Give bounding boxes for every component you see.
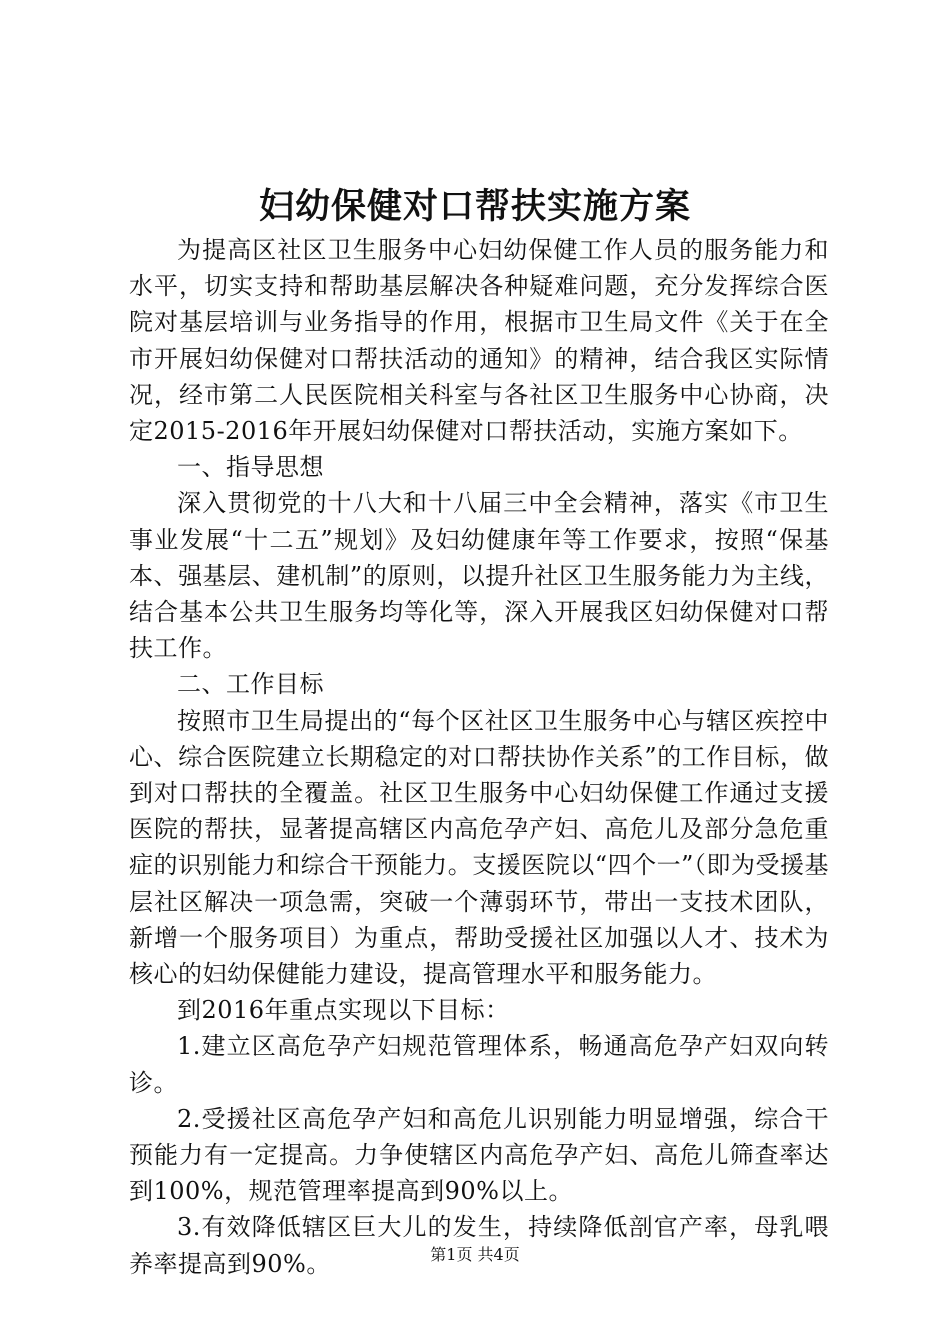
goal-item-2: 2.受援社区高危孕产妇和高危儿识别能力明显增强，综合干预能力有一定提高。力争使辖区内高危孕产妇、高危儿筛查率达到100%，规范管理率提高到90%以上。: [129, 1104, 829, 1206]
goal-item-3: 3.有效降低辖区巨大儿的发生，持续降低剖官产率，母乳喂养率提高到90%。: [129, 1213, 829, 1278]
page-footer: 第1页 共4页: [430, 1245, 520, 1264]
section-heading-work-goals: 二、工作目标: [177, 670, 324, 699]
document-title: 妇幼保健对口帮扶实施方案: [258, 186, 691, 227]
work-goals-paragraph: 按照市卫生局提出的“每个区社区卫生服务中心与辖区疾控中心、综合医院建立长期稳定的对口帮扶协作关系”的工作目标，做到对口帮扶的全覆盖。社区卫生服务中心妇幼保健工作通过支援医院的帮扶，显著提高辖区内高危孕产妇、高危儿及部分急危重症的识别能力和综合干预能力。支援医院以“四个一”（即为受援基层社区解决一项急需，突破一个薄弱环节，带出一支技术团队，新增一个服务项目）为重点，帮助受援社区加强以人才、技术为核心的妇幼保健能力建设，提高管理水平和服务能力。: [129, 706, 829, 989]
guiding-ideology-paragraph: 深入贯彻党的十八大和十八届三中全会精神，落实《市卫生事业发展“十二五”规划》及妇幼健康年等工作要求，按照“保基本、强基层、建机制”的原则，以提升社区卫生服务能力为主线，结合基本公共卫生服务均等化等，深入开展我区妇幼保健对口帮扶工作。: [129, 489, 829, 663]
document-body: [129, 232, 829, 1282]
section-heading-guiding-ideology: 一、指导思想: [177, 453, 324, 482]
goal-item-1: 1.建立区高危孕产妇规范管理体系，畅通高危孕产妇双向转诊。: [129, 1032, 829, 1097]
goals-2016-intro: 到2016年重点实现以下目标：: [177, 996, 510, 1025]
intro-paragraph: 为提高区社区卫生服务中心妇幼保健工作人员的服务能力和水平，切实支持和帮助基层解决各种疑难问题，充分发挥综合医院对基层培训与业务指导的作用，根据市卫生局文件《关于在全市开展妇幼保健对口帮扶活动的通知》的精神，结合我区实际情况，经市第二人民医院相关科室与各社区卫生服务中心协商，决定2015-2016年开展妇幼保健对口帮扶活动，实施方案如下。: [129, 236, 829, 446]
